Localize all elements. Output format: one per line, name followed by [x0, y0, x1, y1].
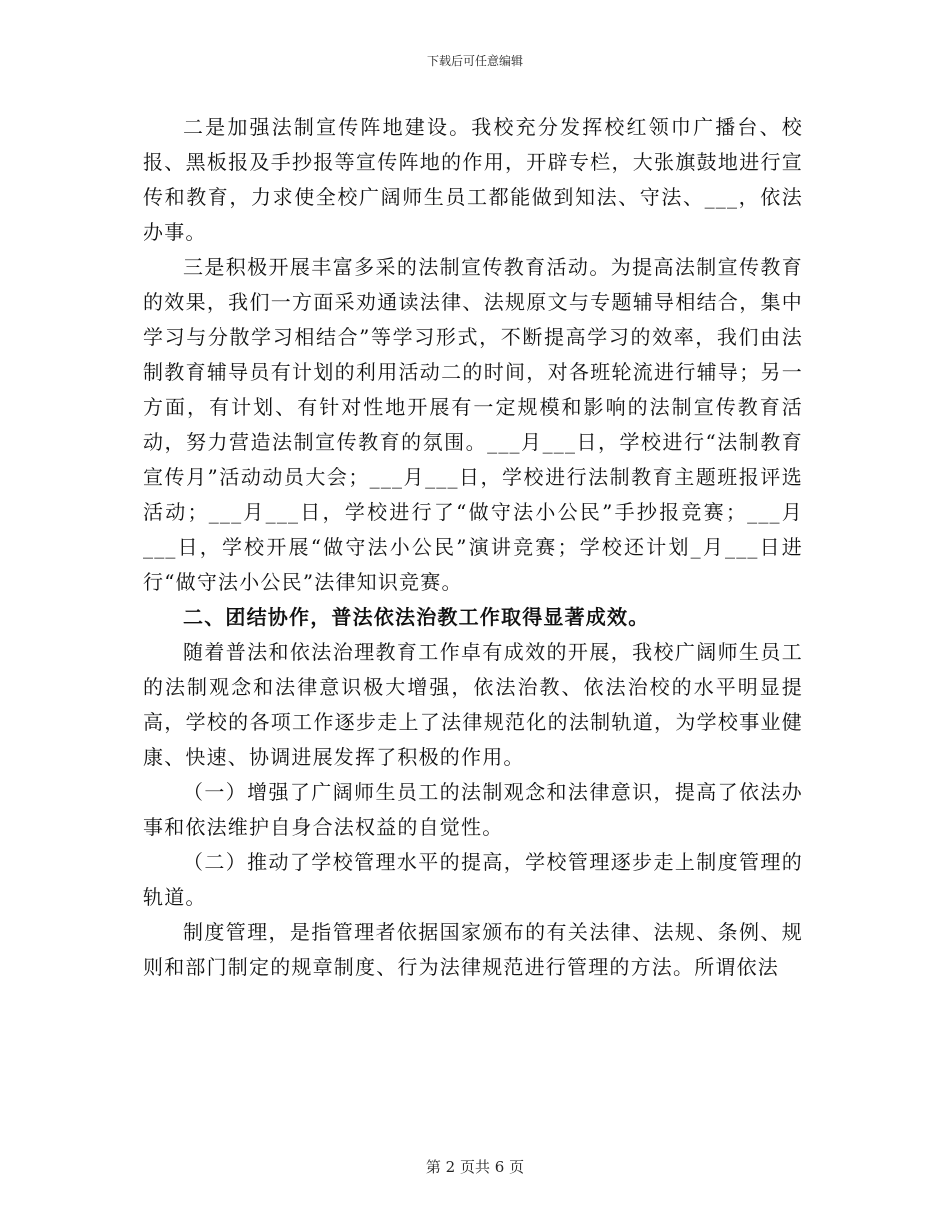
page-number: 第 2 页共 6 页 — [425, 1158, 525, 1176]
paragraph-publicity-position: 二是加强法制宣传阵地建设。我校充分发挥校红领巾广播台、校报、黑板报及手抄报等宣传阵地的作用，开辟专栏，大张旗鼓地进行宣传和教育，力求使全校广阔师生员工都能做到知法、守法、___，依法办事。 — [143, 115, 803, 244]
paragraph-achievements: 随着普法和依法治理教育工作卓有成效的开展，我校广阔师生员工的法制观念和法律意识极大增强，依法治教、依法治校的水平明显提高，学校的各项工作逐步走上了法律规范化的法制轨道，为学校事业健康、快速、协调进展发挥了积极的作用。 — [143, 640, 803, 769]
paragraph-item-two: （二）推动了学校管理水平的提高，学校管理逐步走上制度管理的轨道。 — [143, 850, 803, 909]
paragraph-education-activities: 三是积极开展丰富多采的法制宣传教育活动。为提高法制宣传教育的效果，我们一方面采劝通读法律、法规原文与专题辅导相结合，集中学习与分散学习相结合”等学习形式，不断提高学习的效率，我们由法制教育辅导员有计划的利用活动二的时间，对各班轮流进行辅导；另一方面，有计划、有针对性地开展有一定规模和影响的法制宣传教育活动，努力营造法制宣传教育的氛围。___月___日，学校进行“法制教育宣传月”活动动员大会；___月___日，学校进行法制教育主题班报评选活动；___月___日，学校进行了“做守法小公民”手抄报竞赛；___月___日，学校开展“做守法小公民”演讲竞赛；学校还计划_月___日进行“做守法小公民”法律知识竞赛。 — [143, 255, 803, 594]
page-header: 下载后可任意编辑 — [426, 54, 523, 68]
section-heading: 二、团结协作，普法依法治教工作取得显著成效。 — [183, 605, 650, 629]
document-body — [143, 110, 803, 985]
paragraph-system-management: 制度管理，是指管理者依据国家颁布的有关法律、法规、条例、规则和部门制定的规章制度、行为法律规范进行管理的方法。所谓依法 — [143, 920, 803, 979]
paragraph-item-one: （一）增强了广阔师生员工的法制观念和法律意识，提高了依法办事和依法维护自身合法权益的自觉性。 — [143, 780, 803, 839]
